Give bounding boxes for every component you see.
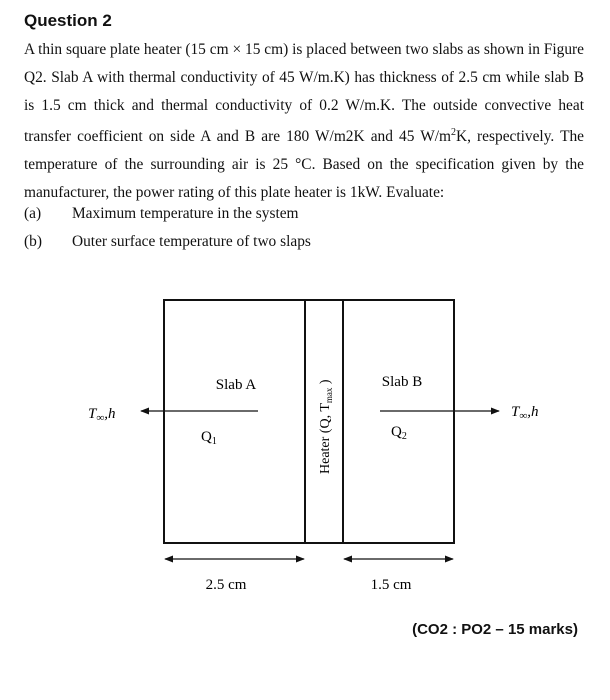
- marks-label: (CO2 : PO2 – 15 marks): [412, 621, 578, 638]
- question-text-part-1: A thin square plate heater (15 cm × 15 cm) is placed between two slabs as shown in Figure Q2. Slab A with thermal conductivity of 45 W/m.K) has thickness of 2.5 cm while slab B is 1.5 cm thick and thermal conductivity of 0.2 W/m.K. The outside convective heat transfer coefficient on side A and B are 180 W/m2K and 45 W/m: [24, 41, 584, 146]
- right-h-symbol: ,h: [527, 404, 539, 420]
- heater-label-subscript: max: [324, 387, 334, 404]
- heater-label-end: ): [318, 379, 333, 388]
- left-t-subscript: ∞: [96, 412, 105, 424]
- heater-label: [318, 379, 334, 474]
- heater-label-text: Heater (Q, T: [318, 403, 333, 474]
- sub-question-b-label: (b): [24, 233, 42, 250]
- sub-question-a-text: Maximum temperature in the system: [72, 205, 299, 222]
- slab-b-label: Slab B: [381, 374, 423, 390]
- right-t-symbol: T: [511, 404, 520, 420]
- left-h-symbol: ,h: [104, 406, 116, 422]
- q2-label: [391, 424, 407, 442]
- right-t-subscript: ∞: [519, 410, 528, 422]
- q1-label: [201, 429, 217, 447]
- question-heading: Question 2: [24, 11, 112, 30]
- sub-question-a-label: (a): [24, 205, 42, 222]
- dimension-a-label: 2.5 cm: [205, 577, 247, 593]
- sub-question-b-text: Outer surface temperature of two slaps: [72, 233, 311, 250]
- dimension-b-label: 1.5 cm: [370, 577, 412, 593]
- slab-a-label: Slab A: [215, 377, 257, 393]
- slab-outline: [164, 300, 454, 543]
- left-t-symbol: T: [88, 406, 97, 422]
- q1-symbol: Q: [201, 429, 212, 445]
- right-ambient-label: [511, 404, 538, 422]
- q2-symbol: Q: [391, 424, 402, 440]
- q2-subscript: 2: [401, 431, 407, 442]
- question-text-superscript: 2: [451, 127, 456, 139]
- q1-subscript: 1: [211, 436, 217, 447]
- question-text-part-2: K, respectively. The temperature of the surrounding air is 25 °C. Based on the specification given by the manufacturer, the power rating of this plate heater is 1kW. Evaluate:: [24, 128, 584, 202]
- left-ambient-label: [88, 406, 115, 424]
